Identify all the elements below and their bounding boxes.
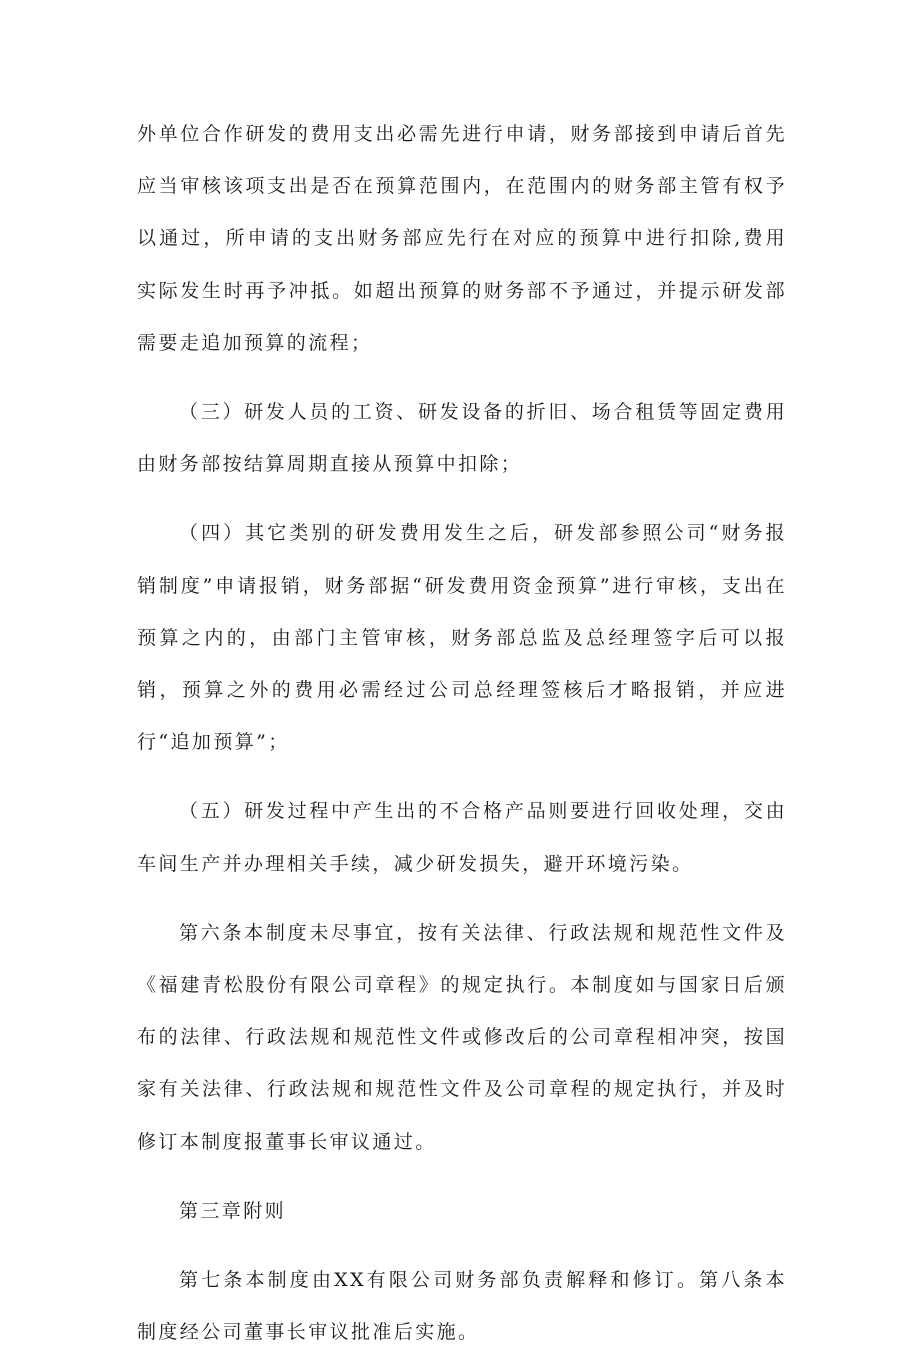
paragraph-expense-application: 外单位合作研发的费用支出必需先进行申请，财务部接到申请后首先应当审核该项支出是否在预算范围内，在范围内的财务部主管有权予以通过，所申请的支出财务部应先行在对应的预算中进行扣除,费用实际发生时再予冲抵。如超出预算的财务部不予通过，并提示研发部需要走追加预算的流程； <box>137 123 787 354</box>
document-body <box>137 108 787 1358</box>
paragraph-item-four: （四）其它类别的研发费用发生之后，研发部参照公司“财务报销制度”申请报销，财务部据“研发费用资金预算”进行审核，支出在预算之内的，由部门主管审核，财务部总监及总经理签字后可以报销，预算之外的费用必需经过公司总经理签核后才略报销，并应进行“追加预算”； <box>137 522 787 754</box>
paragraph-article-seven-eight: 第七条本制度由XX有限公司财务部负责解释和修订。第八条本制度经公司董事长审议批准后实施。 <box>137 1269 787 1344</box>
paragraph-article-six: 第六条本制度未尽事宜，按有关法律、行政法规和规范性文件及《福建青松股份有限公司章程》的规定执行。本制度如与国家日后颁布的法律、行政法规和规范性文件或修改后的公司章程相冲突，按国家有关法律、行政法规和规范性文件及公司章程的规定执行，并及时修订本制度报董事长审议通过。 <box>137 921 787 1153</box>
paragraph-item-five: （五）研发过程中产生出的不合格产品则要进行回收处理，交由车间生产并办理相关手续，减少研发损失，避开环境污染。 <box>137 800 787 875</box>
paragraph-item-three: （三）研发人员的工资、研发设备的折旧、场合租赁等固定费用由财务部按结算周期直接从预算中扣除； <box>137 401 787 476</box>
chapter-heading: 第三章附则 <box>179 1199 287 1222</box>
